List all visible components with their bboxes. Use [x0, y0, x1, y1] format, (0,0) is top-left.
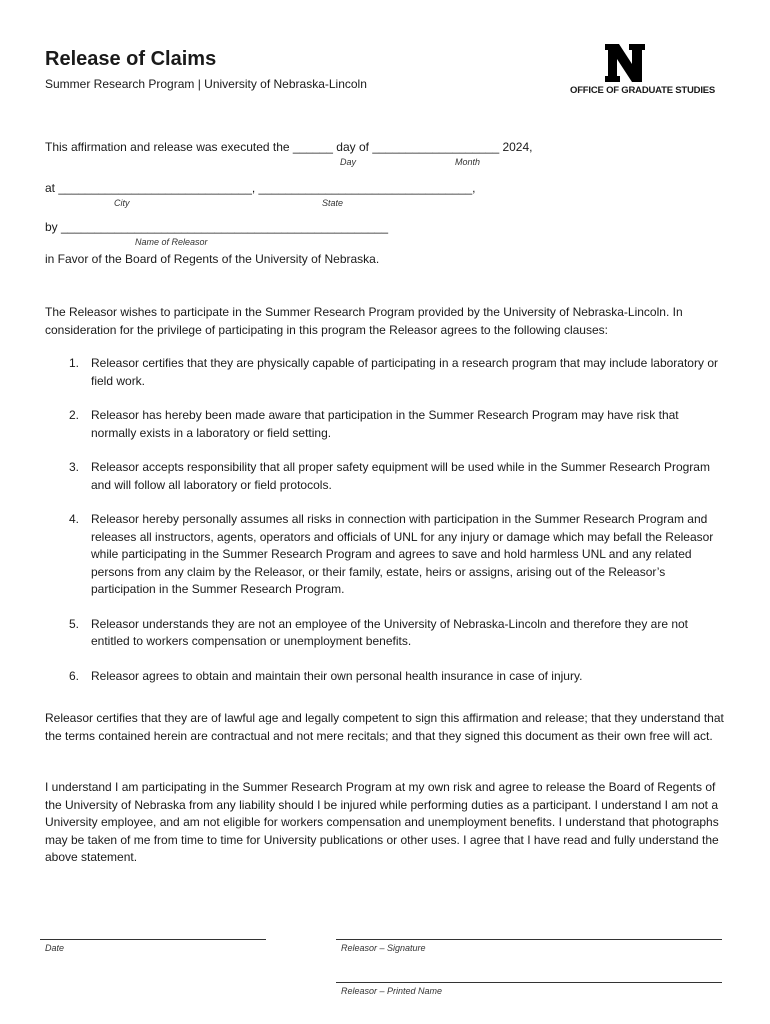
releasor-name-label: Name of Releasor [135, 237, 208, 247]
list-item [45, 355, 725, 390]
logo-office-text: OFFICE OF GRADUATE STUDIES [570, 85, 716, 96]
releasor-signature-line[interactable] [336, 939, 722, 940]
list-item [45, 616, 725, 651]
clause-text: Releasor has hereby been made aware that participation in the Summer Research Program may have risk that normally exists in a laboratory or field setting. [91, 408, 679, 440]
affirmation-location-line: at _____________________________, ________________________________, [45, 181, 476, 195]
date-label: Date [45, 943, 65, 953]
state-label: State [322, 198, 344, 208]
clause-text: Releasor certifies that they are physically capable of participating in a research program that may include laboratory or field work. [91, 356, 718, 388]
clause-number: 1. [69, 356, 80, 370]
list-item [45, 407, 725, 442]
intro-paragraph: The Releasor wishes to participate in the Summer Research Program provided by the University of Nebraska-Lincoln. In consideration for the privilege of participating in this program the Releasor agrees to the following clauses: [45, 305, 683, 337]
clause-text: Releasor agrees to obtain and maintain their own personal health insurance in case of injury. [91, 668, 583, 683]
day-label: Day [340, 157, 357, 167]
affirmation-favor-line: in Favor of the Board of Regents of the University of Nebraska. [45, 252, 380, 266]
clause-text: Releasor hereby personally assumes all risks in connection with participation in the Summer Research Program and releases all instructors, agents, operators and officials of UNL for any injury or damage which may befall the Releasor while participating in the Summer Research Program and agrees to save and hold harmless UNL and any related persons from any claim by the Releasor, or their family, estate, heirs or assigns, arising out of the Releasor’s participation in the Summer Research Program. [91, 512, 714, 596]
city-label: City [114, 198, 130, 208]
clauses-list [45, 355, 725, 702]
page-title: Release of Claims [45, 48, 217, 70]
month-label: Month [455, 157, 481, 167]
university-logo [570, 44, 716, 96]
list-item [45, 459, 725, 494]
clause-number: 5. [69, 616, 80, 631]
clause-number: 2. [69, 408, 80, 422]
certification-paragraph: Releasor certifies that they are of lawful age and legally competent to sign this affirmation and release; that they understand that the terms contained herein are contractual and not mere recitals; and that they signed this document as their own free will act. [45, 711, 724, 743]
printed-name-label: Releasor – Printed Name [341, 986, 443, 996]
clause-number: 3. [69, 460, 80, 474]
understanding-paragraph: I understand I am participating in the Summer Research Program at my own risk and agree to release the Board of Regents of the University of Nebraska from any liability should I be injured while performing duties as a participant. I understand I am not a University employee, and am not eligible for workers compensation and unemployment benefits. I understand that photographs may be taken of me from time to time for University publications or other uses. I agree that I have read and fully understand the above statement. [45, 780, 719, 864]
list-item [45, 668, 725, 686]
clause-number: 4. [69, 512, 80, 526]
printed-name-line[interactable] [336, 982, 722, 983]
affirmation-releasor-line: by _________________________________________________ [45, 220, 389, 234]
releasor-signature-label: Releasor – Signature [341, 943, 426, 953]
clause-number: 6. [69, 668, 80, 683]
clause-text: Releasor accepts responsibility that all proper safety equipment will be used while in the Summer Research Program and will follow all laboratory or field protocols. [91, 460, 710, 492]
list-item [45, 511, 725, 599]
date-signature-line[interactable] [40, 939, 266, 940]
affirmation-date-line: This affirmation and release was executed the ______ day of ___________________ 2024, [45, 140, 533, 154]
clause-text: Releasor understands they are not an employee of the University of Nebraska-Lincoln and therefore they are not entitled to workers compensation or unemployment benefits. [91, 616, 689, 648]
nebraska-n-logo-icon [605, 44, 645, 82]
page-subtitle: Summer Research Program | University of Nebraska-Lincoln [45, 77, 367, 91]
